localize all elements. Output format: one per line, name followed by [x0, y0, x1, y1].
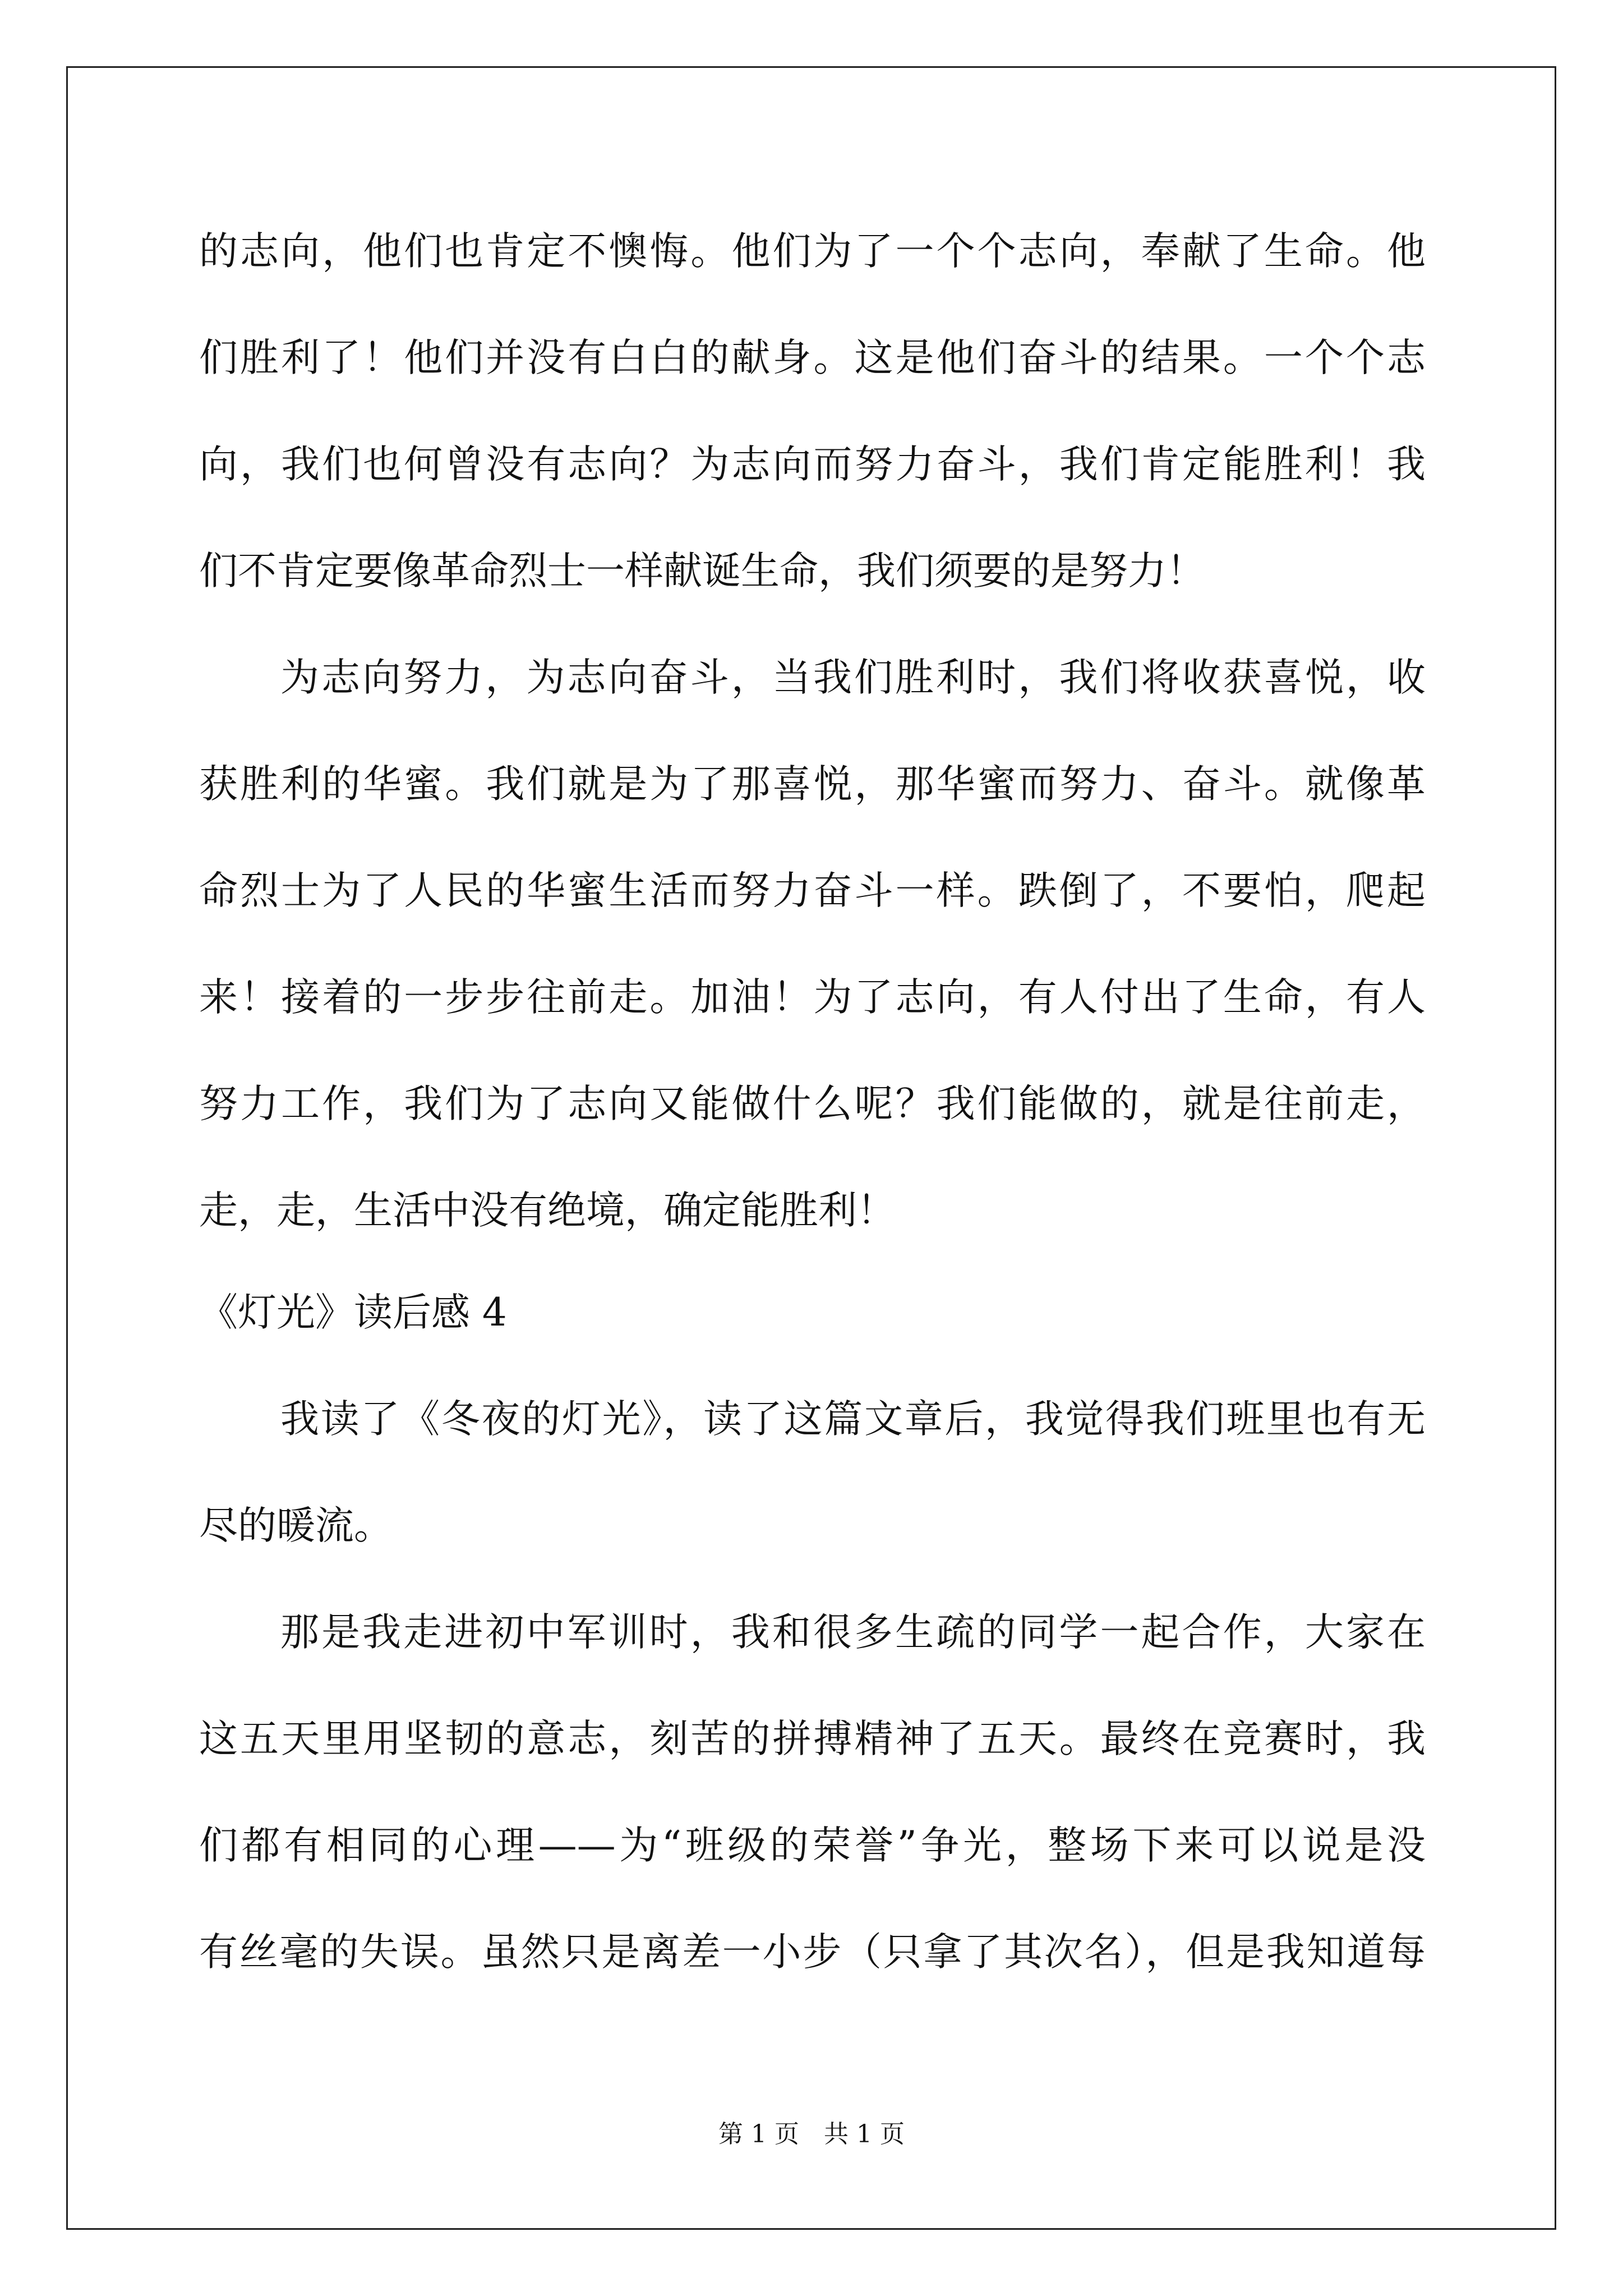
body-line-11: 我读了《冬夜的灯光》，读了这篇文章后，我觉得我们班里也有无	[280, 1397, 1426, 1442]
body-line-4: 们不肯定要像革命烈士一样献诞生命，我们须要的是努力！	[199, 549, 1205, 593]
body-line-5: 为志向努力，为志向奋斗，当我们胜利时，我们将收获喜悦，收	[280, 655, 1426, 700]
body-line-14: 这五天里用坚韧的意志，刻苦的拼搏精神了五天。最终在竞赛时，我	[199, 1717, 1426, 1761]
body-line-6: 获胜利的华蜜。我们就是为了那喜悦，那华蜜而努力、奋斗。就像革	[199, 762, 1426, 807]
body-line-10: 走，走，生活中没有绝境，确定能胜利！	[199, 1188, 896, 1233]
body-line-13: 那是我走进初中军训时，我和很多生疏的同学一起合作，大家在	[280, 1610, 1426, 1655]
body-line-16: 有丝毫的失误。虽然只是离差一小步（只拿了其次名），但是我知道每	[199, 1930, 1426, 1975]
body-line-9: 努力工作，我们为了志向又能做什么呢？我们能做的，就是往前走，	[199, 1082, 1426, 1126]
body-line-3: 向，我们也何曾没有志向？为志向而努力奋斗，我们肯定能胜利！我	[199, 442, 1426, 487]
body-line-7: 命烈士为了人民的华蜜生活而努力奋斗一样。跌倒了，不要怕，爬起	[199, 868, 1426, 913]
body-line-12: 尽的暖流。	[199, 1503, 393, 1548]
page-number-footer: 第 1 页 共 1 页	[718, 2120, 905, 2148]
body-line-2: 们胜利了！他们并没有白白的献身。这是他们奋斗的结果。一个个志	[199, 335, 1426, 380]
page-border	[66, 66, 1556, 2230]
body-line-1: 的志向，他们也肯定不懊悔。他们为了一个个志向，奉献了生命。他	[199, 229, 1426, 274]
body-line-15: 们都有相同的心理——为“班级的荣誉”争光，整场下来可以说是没	[199, 1823, 1426, 1868]
body-line-8: 来！接着的一步步往前走。加油！为了志向，有人付出了生命，有人	[199, 975, 1426, 1020]
section-heading: 《灯光》读后感 4	[199, 1290, 507, 1335]
